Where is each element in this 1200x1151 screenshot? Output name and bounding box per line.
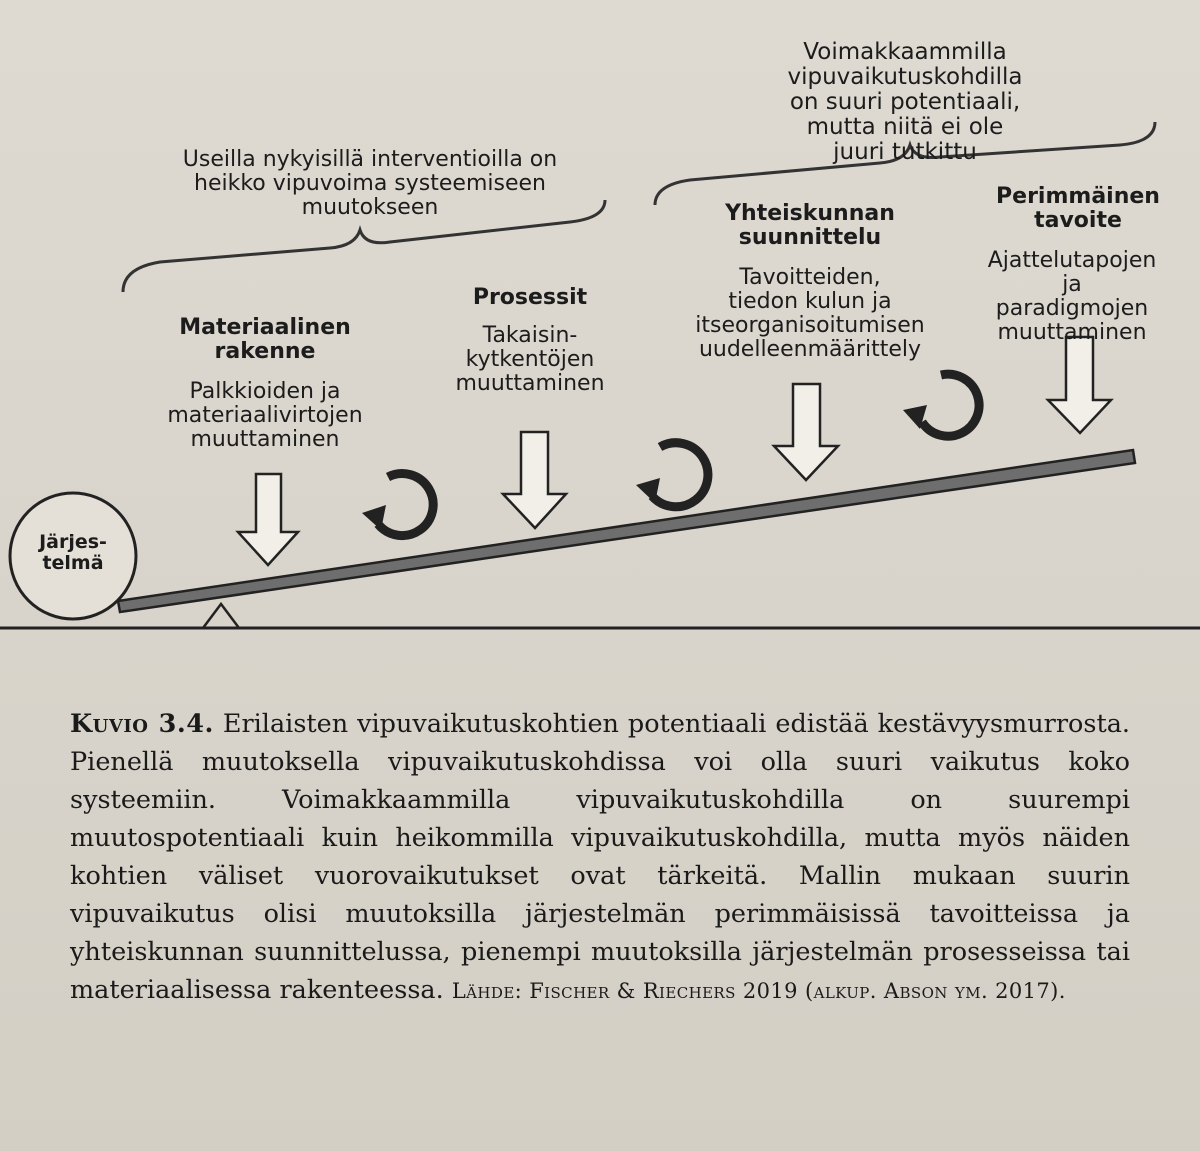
left-note: Useilla nykyisillä interventioilla on heikko vipuvoima systeemiseen muutokseen [182, 147, 558, 220]
top-note: Voimakkaammilla vipuvaikutuskohdilla on suuri potentiaali, mutta niitä ei ole juuri tutkittu [787, 39, 1023, 165]
cycle-arrow-1-icon [378, 474, 433, 536]
point-1-title: Materiaalinen rakenne [179, 315, 351, 364]
point-4-title: Perimmäinen tavoite [996, 184, 1160, 233]
figure-caption [70, 705, 1130, 1010]
point-3-desc: Tavoitteiden, tiedon kulun ja itseorganisoitumisen uudelleenmäärittely [695, 265, 925, 362]
caption-source: Lähde: Fischer & Riechers 2019 (alkup. Abson ym. 2017). [451, 979, 1066, 1003]
down-arrow-4-icon [1048, 337, 1111, 433]
point-2-title: Prosessit [472, 285, 588, 310]
point-4-desc: Ajattelutapojen ja paradigmojen muuttaminen [987, 248, 1157, 345]
down-arrow-3-icon [774, 384, 838, 480]
cycle-arrow-2-icon [652, 443, 708, 507]
point-1-desc: Palkkioiden ja materiaalivirtojen muuttaminen [167, 379, 363, 452]
system-label: Järjes- telmä [39, 531, 107, 574]
point-3-title: Yhteiskunnan suunnittelu [725, 201, 895, 250]
caption-label: Kuvio 3.4. [70, 709, 214, 739]
down-arrow-2-icon [503, 432, 566, 528]
caption-text: Erilaisten vipuvaikutuskohtien potentiaali edistää kestävyysmurrosta. Pienellä muutoksella vipuvaikutuskohdissa voi olla suuri vaikutus koko systeemiin. Voimakkaammilla vipuvaikutuskohdilla on suurempi muutospotentiaali kuin heikommilla vipuvaikutuskohdilla, mutta myös näiden kohtien väliset vuorovaikutukset ovat tärkeitä. Mallin mukaan suurin vipuvaikutus olisi muutoksilla järjestelmän perimmäisissä tavoitteissa ja yhteiskunnan suunnittelussa, pienempi muutoksilla järjestelmän prosesseissa tai materiaalisessa rakenteessa. [70, 709, 1131, 1005]
point-2-desc: Takaisin- kytkentöjen muuttaminen [455, 323, 605, 396]
cycle-arrow-3-icon [922, 374, 979, 436]
fulcrum-triangle [203, 604, 239, 628]
down-arrow-1-icon [238, 474, 298, 565]
